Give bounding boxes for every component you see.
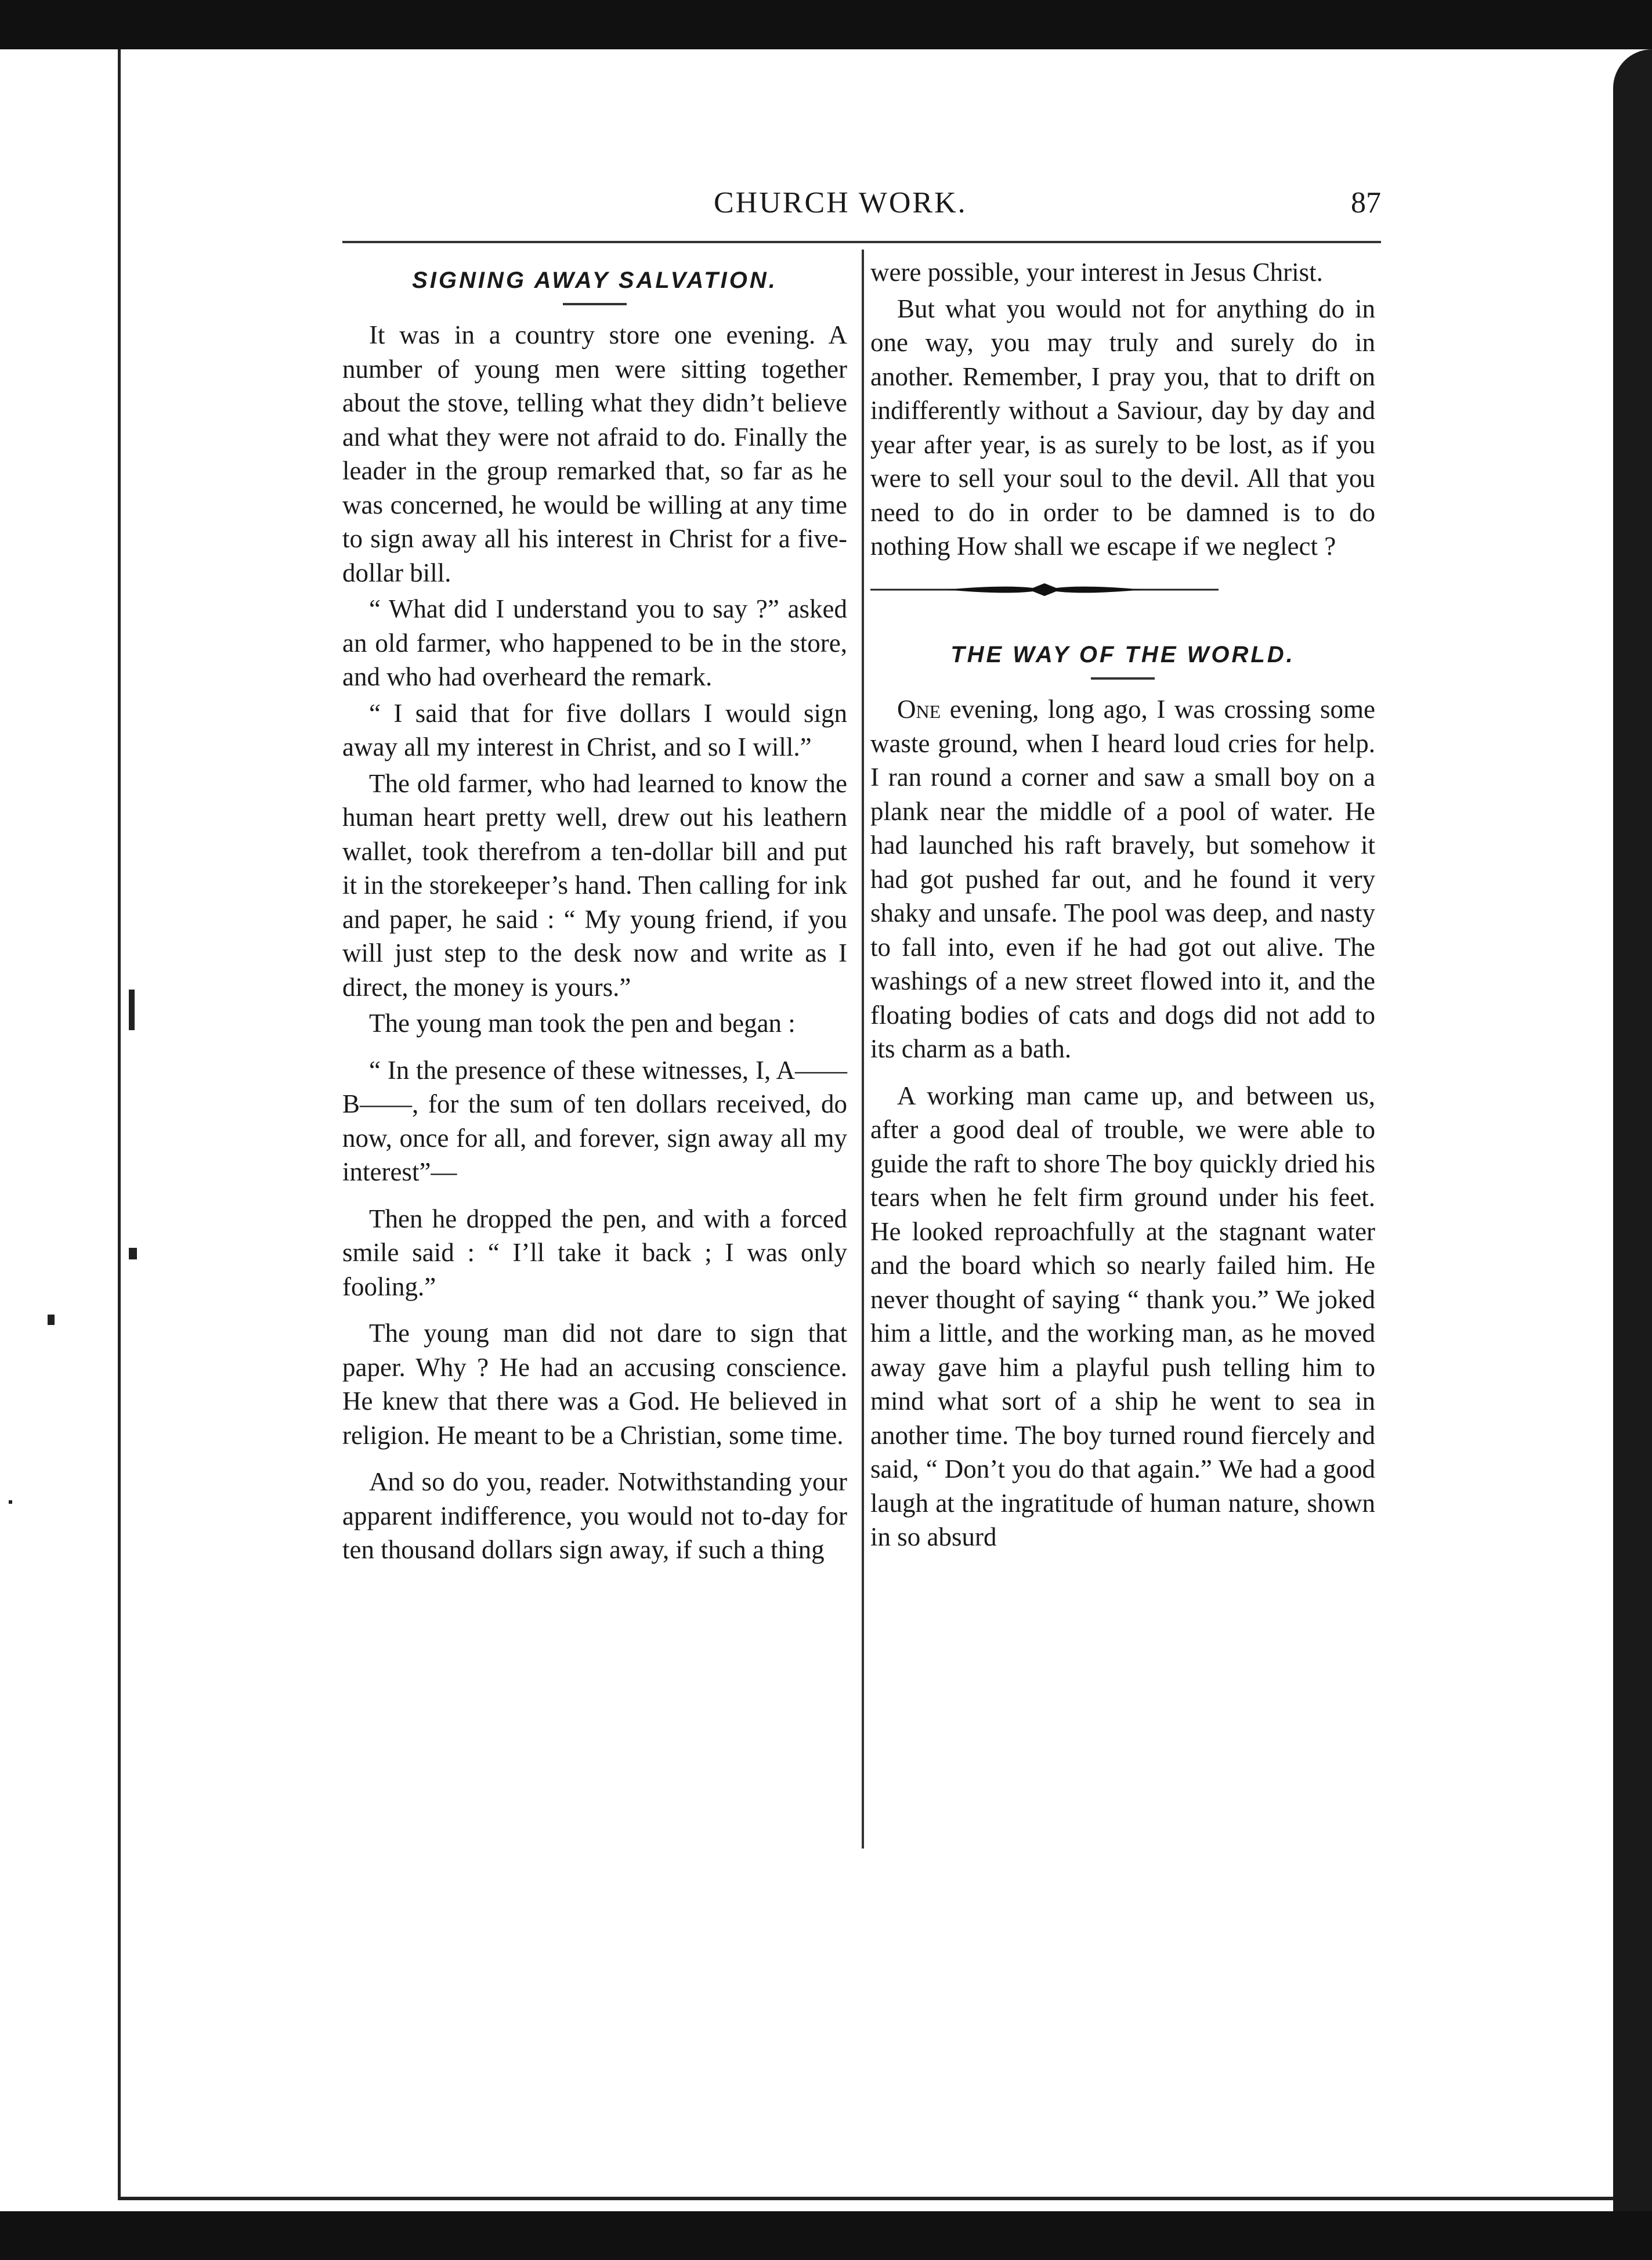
running-head: [342, 186, 1381, 232]
page-edge-left: [118, 49, 121, 2197]
heading-rule: [1091, 677, 1155, 680]
paragraph: “ In the presence of these witnesses, I, A—— B——, for the sum of ten dollars received, do now, once for all, and forever, sign away all my interest”—: [342, 1055, 847, 1186]
right-column: [870, 255, 1375, 1554]
column-divider: [862, 250, 864, 1849]
left-column: [342, 255, 847, 1567]
paragraph: But what you would not for anything do in one way, you may truly and surely do in another. Remember, I pray you, that to drift on indifferently without a Saviour, day by day and year after year, is as surely to be lost, as if you were to sell your soul to the devil. All that you need to do in order to be damned is to do nothing How shall we escape if we neglect ?: [870, 294, 1375, 561]
scan-speck: [9, 1500, 12, 1504]
paragraph: The old farmer, who had learned to know the human heart pretty well, drew out his leathern wallet, took therefrom a ten-dollar bill and put it in the storekeeper’s hand. Then calling for ink and paper, he said : “ My young friend, if you will just step to the desk now and write as I direct, the money is yours.”: [342, 768, 847, 1002]
article-heading: SIGNING AWAY SALVATION.: [412, 268, 778, 293]
scan-border-bottom: [0, 2211, 1652, 2260]
paragraph: Then he dropped the pen, and with a forced smile said : “ I’ll take it back ; I was only fooling.”: [342, 1204, 847, 1301]
paragraph: The young man did not dare to sign that paper. Why ? He had an accusing conscience. He knew that there was a God. He believed in religion. He meant to be a Christian, some time.: [342, 1319, 847, 1450]
paragraph: The young man took the pen and began :: [369, 1009, 796, 1038]
paragraph: A working man came up, and between us, after a good deal of trouble, we were able to guide the raft to shore The boy quickly dried his tears when he felt firm ground under his feet. He looked reproachfully at the stagnant water and the board which so nearly failed him. He never thought of saying “ thank you.” We joked him a little, and the working man, as he moved away gave him a playful push telling him to mind what sort of a ship he went to sea in another time. The boy turned round fiercely and said, “ Don’t you do that again.” We had a good laugh at the ingratitude of human nature, shown in so absurd: [870, 1081, 1375, 1551]
paragraph: And so do you, reader. Notwithstanding your apparent indifference, you would not to-day for ten thousand dollars sign away, if such a thing: [342, 1467, 847, 1564]
paragraph: “ I said that for five dollars I would sign away all my interest in Christ, and so I will.”: [342, 698, 847, 761]
scan-speck: [129, 1248, 137, 1259]
paragraph: “ What did I understand you to say ?” asked an old farmer, who happened to be in the store, and who had overheard the remark.: [342, 594, 847, 691]
paragraph-text: evening, long ago, I was crossing some waste ground, when I heard loud cries for help. I ran round a corner and saw a small boy on a plank near the middle of a pool of water. He had launched his raft bravely, but somehow it had got pushed far out, and he found it very shaky and unsafe. The pool was deep, and nasty to fall into, even if he had got out alive. The washings of a new street flowed into it, and the floating bodies of cats and dogs did not add to its charm as a bath.: [870, 695, 1375, 1063]
scan-speck: [48, 1315, 55, 1325]
page-edge-bottom: [118, 2197, 1650, 2200]
header-rule: [342, 241, 1381, 243]
paragraph: It was in a country store one evening. A number of young men were sitting together about the stove, telling what they didn’t believe and what they were not afraid to do. Finally the leader in the group remarked that, so far as he was concerned, he would be willing at any time to sign away all his interest in Christ for a five-dollar bill.: [342, 320, 847, 587]
page-edge-right: [1613, 49, 1652, 2211]
running-title: CHURCH WORK.: [714, 186, 967, 219]
ornamental-divider: [870, 581, 1219, 598]
heading-rule: [563, 303, 627, 305]
scan-border-top: [0, 0, 1652, 49]
lead-word: One: [897, 695, 941, 724]
scan-speck: [129, 990, 135, 1030]
paragraph-continuation: were possible, your interest in Jesus Christ.: [870, 258, 1323, 287]
paragraph: [870, 692, 1375, 1066]
page-number: 87: [1351, 186, 1381, 219]
article-heading: THE WAY OF THE WORLD.: [950, 642, 1295, 667]
